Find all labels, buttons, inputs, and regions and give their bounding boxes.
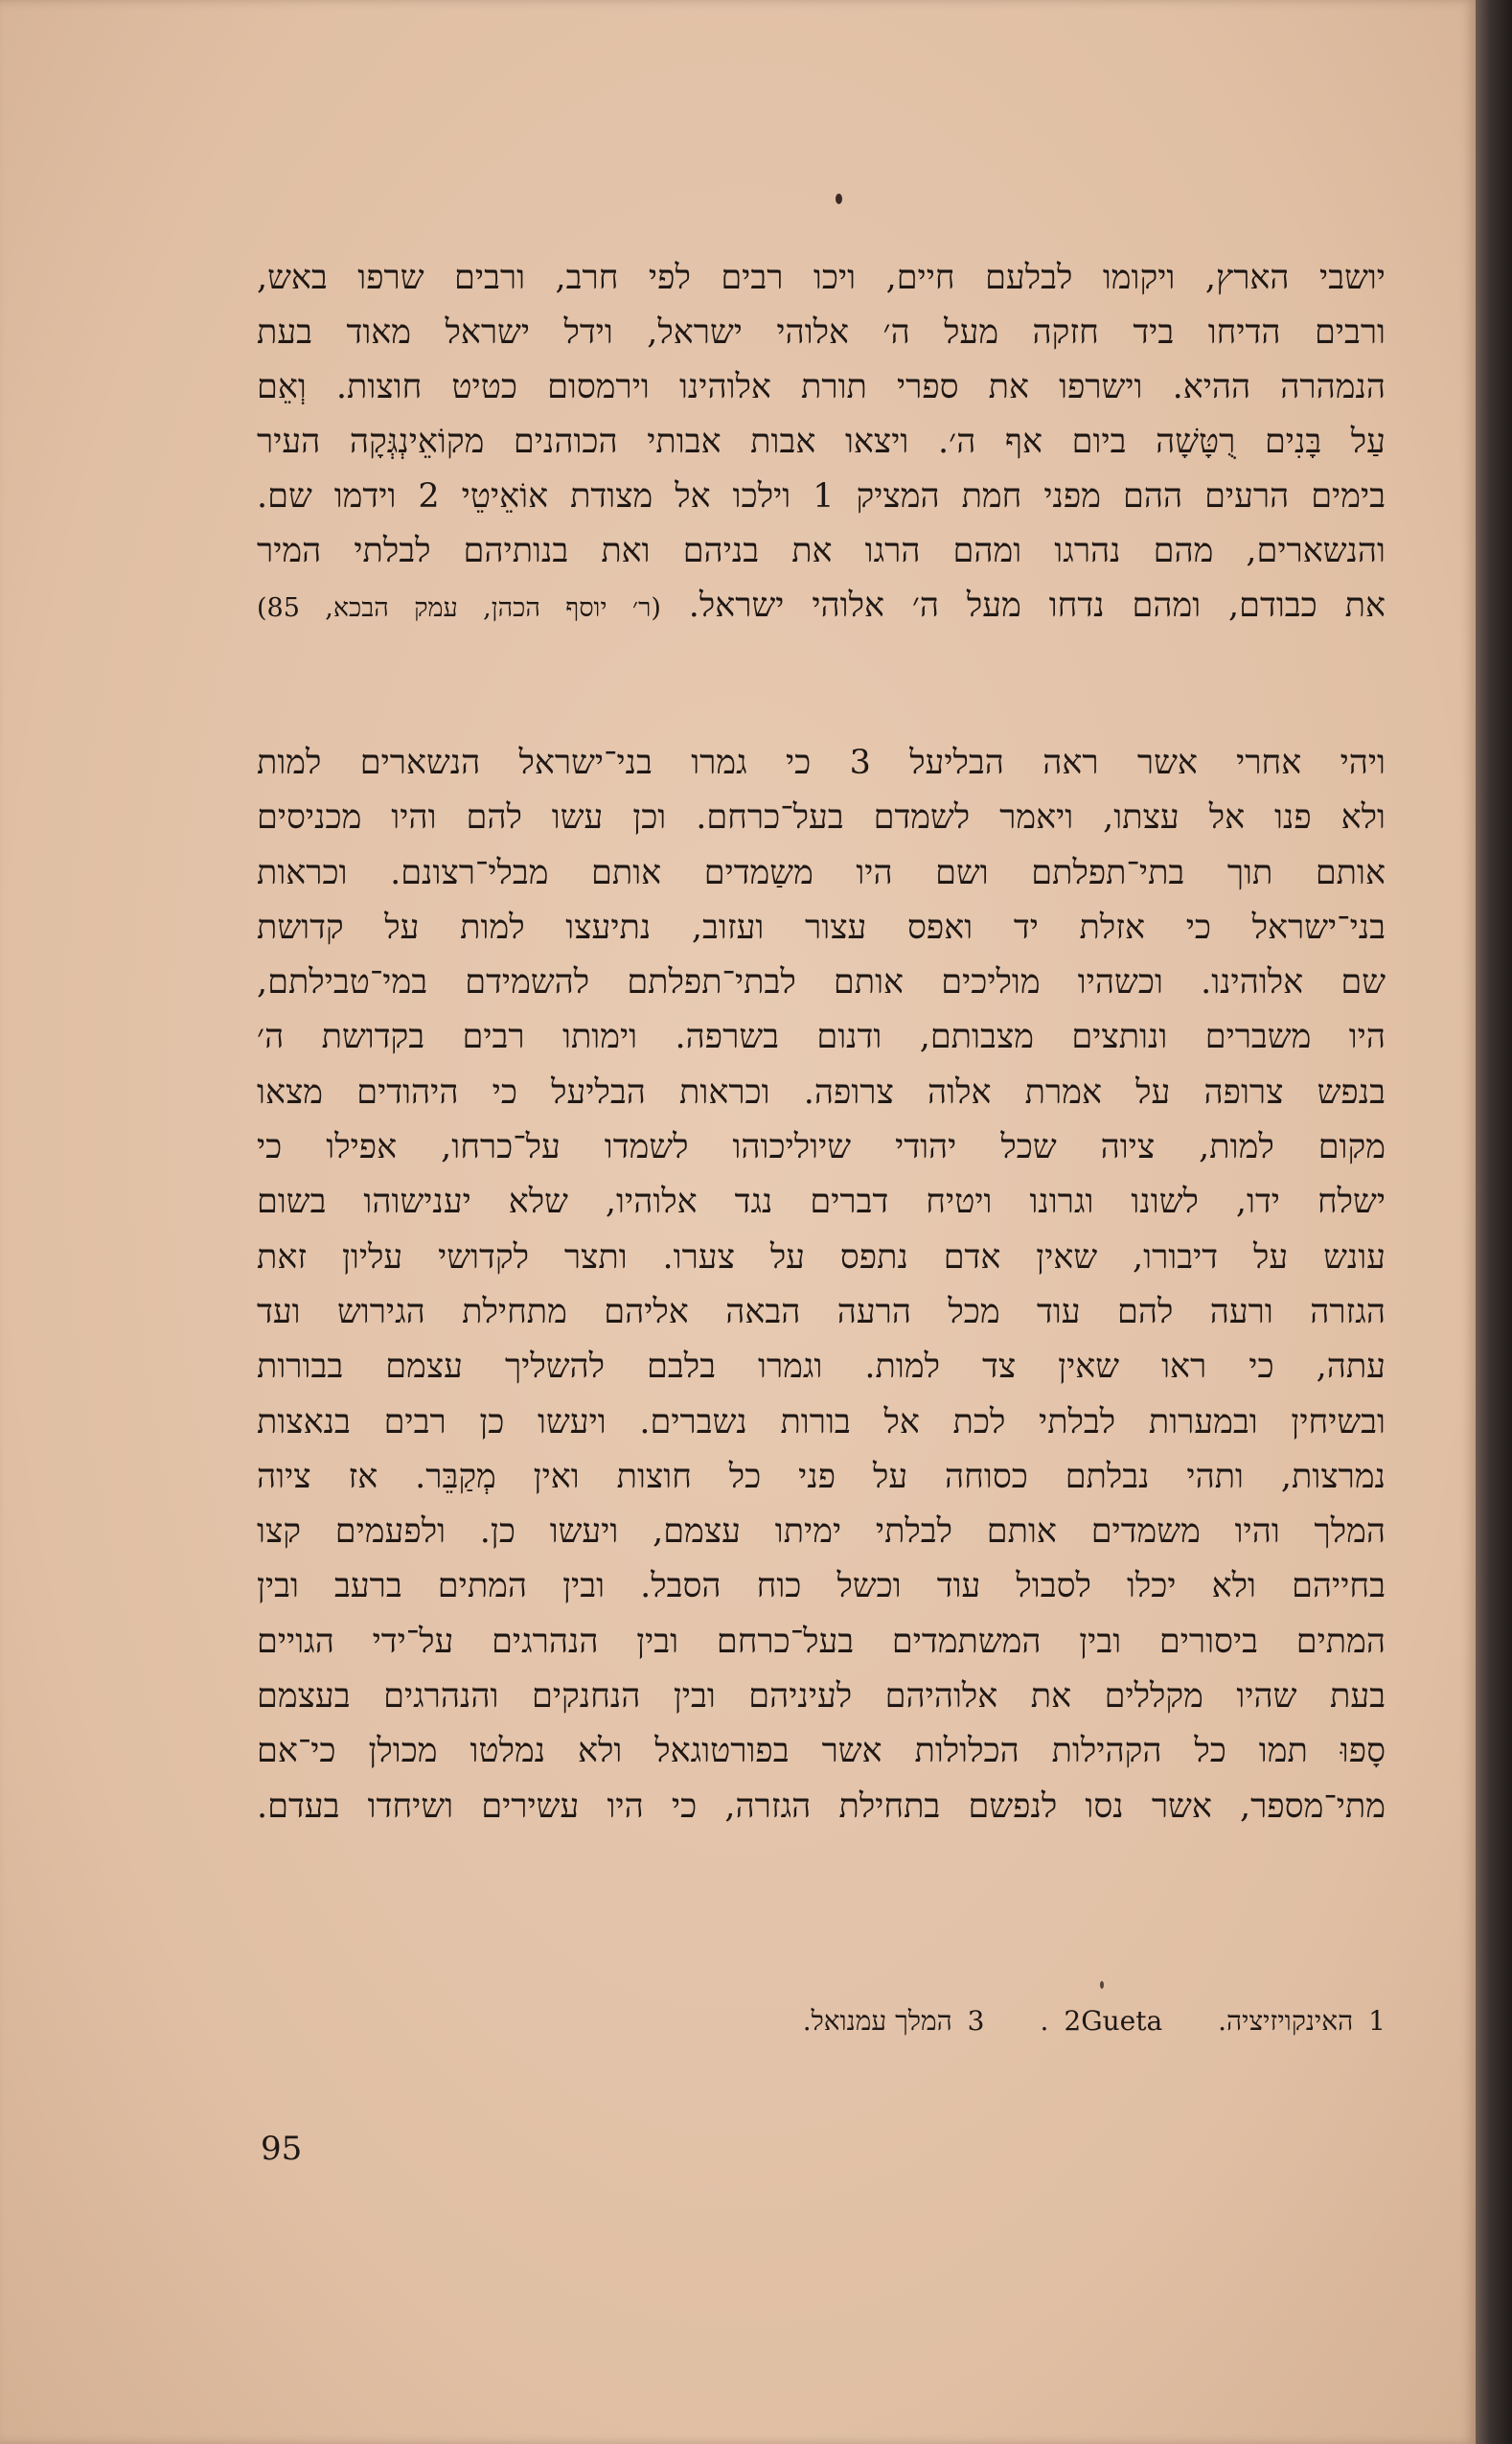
footnotes <box>671 2005 1386 2038</box>
paragraph-quote <box>257 251 1386 635</box>
text-line: ולא פנו אל עצתו, ויאמר לשמדם בעל־כרחם. וכן עשו להם והיו מכניסים <box>257 798 1386 838</box>
text-line: מתי־מספר, אשר נסו לנפשם בתחילת הגזרה, כי היו עשירים ושיחדו בעדם. <box>257 1787 1386 1826</box>
text-line: הגזרה ורעה להם עוד מכל הרעה הבאה אליהם מתחילת הגירוש ועד <box>257 1292 1386 1331</box>
text-line: סָפוּ תמו כל הקהילות הכלולות אשר בפורטוגאל ולא נמלטו מכולן כי־אם <box>257 1732 1386 1771</box>
text-line: יושבי הארץ, ויקומו לבלעם חיים, ויכו רבים לפי חרב, ורבים שרפו באש, <box>257 259 1386 297</box>
footnote-3 <box>803 2005 985 2038</box>
source-citation: (ר׳ יוסף הכהן, עמק הבכא, 85) <box>257 593 661 623</box>
ink-mark <box>1100 1981 1104 1989</box>
text-line: בנפש צרופה על אמרת אלוה צרופה. וכראות הבליעל כי היהודים מצאו <box>257 1072 1386 1112</box>
text-line: בימים הרעים ההם מפני חמת המציק 1 וילכו אל מצודת אוֹאֵיטֵי 2 וידמו שם. <box>257 477 1386 516</box>
text-line: נמרצות, ותהי נבלתם כסוחה על פני כל חוצות ואין מְקַבֵּר. אז ציוה <box>257 1457 1386 1496</box>
text-line: ישלח ידו, לשונו וגרונו ויטיח דברים נגד אלוהיו, שלא יענישוהו בשום <box>257 1183 1386 1222</box>
text-line: אותם תוך בתי־תפלתם ושם היו משַמדים אותם מבלי־רצונם. וכראות <box>257 853 1386 892</box>
text-line: שם אלוהינו. וכשהיו מוליכים אותם לבתי־תפלתם להשמידם במי־טבילתם, <box>257 963 1386 1003</box>
text-line: הנמהרה ההיא. וישרפו את ספרי תורת אלוהינו וירמסום כטיט חוצות. וְאֵם <box>257 368 1386 406</box>
text-line: המלך והיו משמדים אותם לבלתי ימיתו עצמם, ויעשו כן. ולפעמים קצו <box>257 1512 1386 1552</box>
text-line: עונש על דיבורו, שאין אדם נתפס על צערו. ותצר לקדושי עליון זאת <box>257 1237 1386 1277</box>
text-line: בחייהם ולא יכלו לסבול עוד וכשל כוח הסבל. ובין המתים ברעב ובין <box>257 1567 1386 1606</box>
footnote-text: המלך עמנואל. <box>802 2005 952 2037</box>
text-line: מקום למות, ציוה שכל יהודי שיוליכוהו לשמדו על־כרחו, אפילו כי <box>257 1128 1386 1167</box>
footnote-number: 3 <box>967 2005 985 2037</box>
text-line: ויהי אחרי אשר ראה הבליעל 3 כי גמרו בני־ישראל הנשארים למות <box>257 744 1386 782</box>
footnote-number: 2 <box>1064 2005 1082 2037</box>
text-line: היו משברים ונותצים מצבותם, ודנום בשרפה. וימותו רבים בקדושת ה׳ <box>257 1018 1386 1057</box>
text-line-with-source <box>257 579 1386 635</box>
paragraph-main <box>257 736 1386 1834</box>
page-number: 95 <box>261 2130 303 2168</box>
text-line: עתה, כי ראו שאין צד למות. וגמרו בלבם להשליך עצמם בבורות <box>257 1348 1386 1387</box>
book-page-edge <box>1476 0 1512 2444</box>
text-line: המתים ביסורים ובין המשתמדים בעל־כרחם ובין הנהרגים על־ידי הגויים <box>257 1622 1386 1661</box>
text-line: את כבודם, ומהם נדחו מעל ה׳ אלוהי ישראל. <box>688 587 1386 625</box>
footnote-number: 1 <box>1368 2005 1386 2037</box>
text-line: עַל בָּנִים רֻטָּשָׁה ביום אף ה׳. ויצאו אבות אבותי הכוהנים מקוֹאֵינְגְּקָה העיר <box>257 423 1386 461</box>
footnote-2 <box>1041 2005 1163 2038</box>
ink-mark <box>836 194 842 204</box>
text-line: והנשארים, מהם נהרגו ומהם הרגו את בניהם ואת בנותיהם לבלתי המיר <box>257 532 1386 570</box>
footnote-1 <box>1218 2005 1386 2038</box>
text-line: ובשיחין ובמערות לבלתי לכת אל בורות נשברים. ויעשו כן רבים בנאצות <box>257 1402 1386 1441</box>
text-line: בני־ישראל כי אזלת יד ואפס עצור ועזוב, נתיעצו למות על קדושת <box>257 908 1386 947</box>
footnote-text: Gueta. <box>1040 2005 1163 2037</box>
text-line: ורבים הדיחו ביד חזקה מעל ה׳ אלוהי ישראל, וידל ישראל מאוד בעת <box>257 313 1386 352</box>
footnote-text: האינקויזיציה. <box>1218 2005 1354 2037</box>
text-line: בעת שהיו מקללים את אלוהיהם לעיניהם ובין הנחנקים והנהרגים בעצמם <box>257 1677 1386 1717</box>
